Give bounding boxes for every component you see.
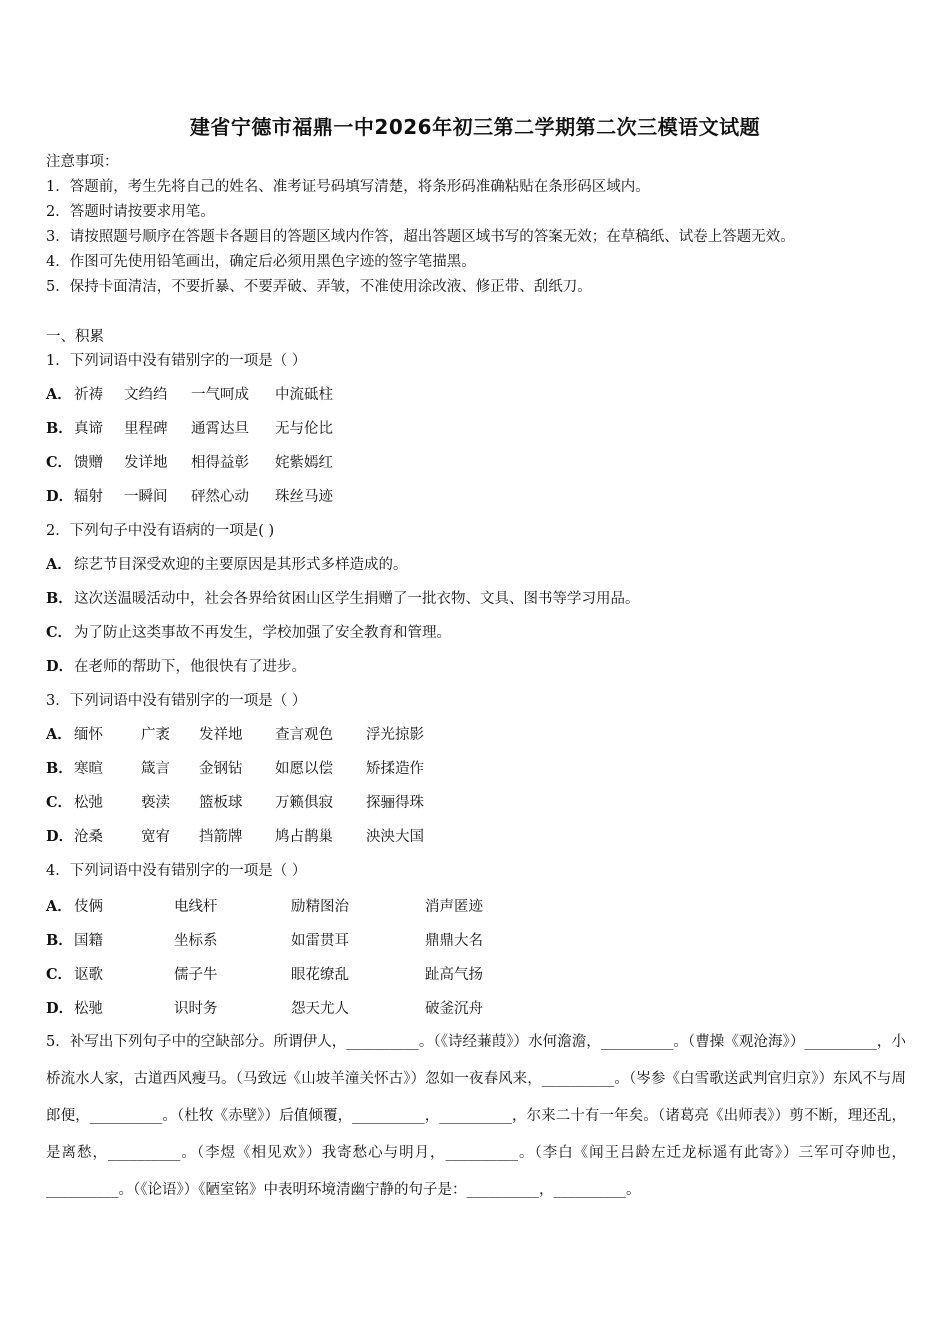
option-word: 无与伦比 (275, 421, 333, 437)
q3-option-a (46, 725, 424, 745)
option-word: 松弛 (74, 795, 103, 811)
notice-item: 5．保持卡面清洁，不要折暴、不要弄破、弄皱，不准使用涂改液、修正带、刮纸刀。 (46, 279, 592, 295)
option-word: 一气呵成 (191, 387, 249, 403)
option-letter: C． (46, 966, 73, 983)
option-word: 篮板球 (199, 795, 243, 811)
q3-option-d (46, 827, 424, 847)
option-word: 矫揉造作 (366, 761, 424, 777)
option-letter: B． (46, 420, 73, 437)
notice-heading: 注意事项： (46, 154, 119, 170)
option-word: 馈赠 (74, 455, 103, 471)
page-title: 建省宁德市福鼎一中2026年初三第二学期第二次三模语文试题 (189, 115, 761, 139)
option-word: 通霄达旦 (191, 421, 249, 437)
option-word: 坐标系 (174, 933, 218, 949)
option-word: 广袤 (141, 727, 170, 743)
option-letter: C． (46, 624, 73, 641)
q1-option-d (46, 487, 333, 507)
option-word: 砰然心动 (191, 489, 249, 505)
option-word: 辐射 (74, 489, 103, 505)
section-heading: 一、积累 (46, 329, 104, 345)
notice-item: 1．答题前，考生先将自己的姓名、准考证号码填写清楚，将条形码准确粘贴在条形码区域内。 (46, 179, 650, 195)
option-word: 破釜沉舟 (425, 1001, 483, 1017)
option-word: 一瞬间 (124, 489, 168, 505)
option-letter: A． (46, 556, 72, 573)
q2-option-c (46, 623, 451, 643)
option-letter: B． (46, 760, 73, 777)
option-word: 金钢钻 (199, 761, 243, 777)
option-word: 讴歌 (74, 967, 103, 983)
q3-option-b (46, 759, 424, 779)
option-letter: B． (46, 590, 73, 607)
option-word: 珠丝马迹 (275, 489, 333, 505)
q2-option-a (46, 555, 408, 575)
option-word: 发祥地 (199, 727, 243, 743)
option-letter: A． (46, 898, 72, 915)
q4-option-d (46, 999, 483, 1019)
option-word: 伎俩 (74, 899, 103, 915)
option-text: 在老师的帮助下，他很快有了进步。 (74, 659, 306, 675)
option-word: 万籁俱寂 (275, 795, 333, 811)
q2-option-b (46, 589, 640, 609)
option-word: 寒暄 (74, 761, 103, 777)
option-word: 箴言 (141, 761, 170, 777)
notice-item: 3．请按照题号顺序在答题卡各题目的答题区域内作答，超出答题区域书写的答案无效；在草稿纸、试卷上答题无效。 (46, 229, 795, 245)
option-word: 挡箭牌 (199, 829, 243, 845)
question-3-stem: 3．下列词语中没有错别字的一项是（ ） (46, 693, 307, 709)
option-word: 松驰 (74, 1001, 103, 1017)
option-letter: D． (46, 658, 74, 675)
option-letter: C． (46, 794, 73, 811)
question-5-paragraph: 5．补写出下列句子中的空缺部分。所谓伊人，__________。（《诗经蒹葭》）水何澹澹，__________。（曹操《观沧海》）__________，小桥流水人家，古道西风瘦马。（马致远《山坡羊潼关怀古》）忽如一夜春风来，__________。（岑参《白雪歌送武判官归京》）东风不与周郎便，__________。（杜牧《赤壁》）后值倾覆，__________，__________，尔来二十有一年矣。（诸葛亮《出师表》）剪不断，理还乱，是离愁，__________。（李煜《相见欢》）我寄愁心与明月，__________。（李白《闻王吕龄左迁龙标遥有此寄》）三军可夺帅也，__________。（《论语》）《陋室铭》中表明环境清幽宁静的句子是：__________，__________。 (46, 1034, 906, 1198)
option-word: 探骊得珠 (366, 795, 424, 811)
option-word: 文绉绉 (124, 387, 168, 403)
option-word: 励精图治 (291, 899, 349, 915)
option-letter: A． (46, 386, 72, 403)
option-word: 消声匿迹 (425, 899, 483, 915)
option-letter: D． (46, 828, 74, 845)
option-letter: D． (46, 488, 74, 505)
option-word: 眼花缭乱 (291, 967, 349, 983)
option-word: 祈祷 (74, 387, 103, 403)
notice-item: 4．作图可先使用铅笔画出，确定后必须用黑色字迹的签字笔描黑。 (46, 254, 476, 270)
option-word: 查言观色 (275, 727, 333, 743)
q4-option-c (46, 965, 483, 985)
option-word: 相得益彰 (191, 455, 249, 471)
question-1-stem: 1．下列词语中没有错别字的一项是（ ） (46, 353, 307, 369)
option-word: 沧桑 (74, 829, 103, 845)
q4-option-a (46, 897, 483, 917)
option-word: 电线杆 (174, 899, 218, 915)
option-word: 发详地 (124, 455, 168, 471)
option-word: 鸠占鹊巢 (275, 829, 333, 845)
option-word: 泱泱大国 (366, 829, 424, 845)
option-letter: C． (46, 454, 73, 471)
option-word: 国籍 (74, 933, 103, 949)
option-word: 真谛 (74, 421, 103, 437)
option-word: 里程碑 (124, 421, 168, 437)
option-word: 中流砥柱 (275, 387, 333, 403)
option-word: 儒子牛 (174, 967, 218, 983)
option-text: 为了防止这类事故不再发生，学校加强了安全教育和管理。 (74, 625, 451, 641)
option-word: 浮光掠影 (366, 727, 424, 743)
option-word: 姹紫嫣红 (275, 455, 333, 471)
option-word: 宽宥 (141, 829, 170, 845)
option-word: 缅怀 (74, 727, 103, 743)
option-word: 如愿以偿 (275, 761, 333, 777)
question-4-stem: 4．下列词语中没有错别字的一项是（ ） (46, 863, 307, 879)
option-word: 如雷贯耳 (291, 933, 349, 949)
q1-option-b (46, 419, 333, 439)
option-letter: A． (46, 726, 72, 743)
option-word: 趾高气扬 (425, 967, 483, 983)
option-letter: D． (46, 1000, 74, 1017)
q1-option-a (46, 385, 333, 405)
q1-option-c (46, 453, 333, 473)
q4-option-b (46, 931, 483, 951)
option-word: 怨天尤人 (291, 1001, 349, 1017)
notice-item: 2．答题时请按要求用笔。 (46, 204, 215, 220)
question-2-stem: 2．下列句子中没有语病的一项是( ) (46, 523, 275, 539)
option-word: 鼎鼎大名 (425, 933, 483, 949)
option-text: 综艺节目深受欢迎的主要原因是其形式多样造成的。 (74, 557, 408, 573)
q2-option-d (46, 657, 306, 677)
option-word: 识时务 (174, 1001, 218, 1017)
option-text: 这次送温暖活动中，社会各界给贫困山区学生捐赠了一批衣物、文具、图书等学习用品。 (74, 591, 640, 607)
q3-option-c (46, 793, 424, 813)
option-letter: B． (46, 932, 73, 949)
option-word: 亵渎 (141, 795, 170, 811)
